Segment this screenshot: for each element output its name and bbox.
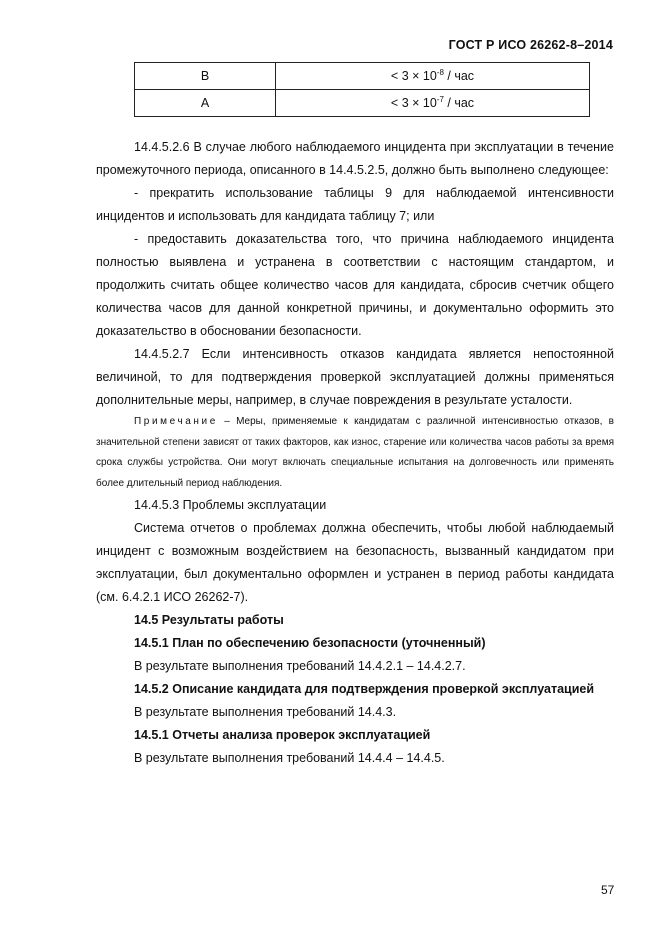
table-row <box>135 90 590 117</box>
paragraph-result: В результате выполнения требований 14.4.3. <box>134 705 397 719</box>
heading-14-5-1-reports: 14.5.1 Отчеты анализа проверок эксплуатацией <box>134 728 431 742</box>
level-cell: A <box>135 90 276 117</box>
section-title-14-4-5-3: 14.4.5.3 Проблемы эксплуатации <box>134 498 327 512</box>
page-number: 57 <box>601 883 615 897</box>
paragraph-14-4-5-2-7: 14.4.5.2.7 Если интенсивность отказов кандидата является непостоянной величиной, то для подтверждения проверкой эксплуатацией должны применяться дополнительные меры, например, в случае повреждения в результате усталости. <box>96 347 614 407</box>
document-body <box>96 136 614 770</box>
rate-exponent: -8 <box>436 68 444 77</box>
note-text: – Меры, применяемые к кандидатам с различной интенсивностью отказов, в значительной степени зависят от таких факторов, как износ, старение или количества часов работы за время срока службы устройства. Они могут включать специальные испытания на долговечность или применять более длительный период наблюдения. <box>96 416 614 489</box>
rates-table <box>134 62 590 117</box>
list-item: - предоставить доказательства того, что причина наблюдаемого инцидента полностью выявлена и устранена в соответствии с настоящим стандартом, и продолжить считать общее количество часов для кандидата, сбросив счетчик общего количества часов для данной конкретной причины, и документально оформить это доказательство в обосновании безопасности. <box>96 232 614 338</box>
rate-unit: / час <box>443 69 475 83</box>
note <box>96 412 614 494</box>
heading-14-5: 14.5 Результаты работы <box>134 613 284 627</box>
table-row <box>135 63 590 90</box>
list-item: - прекратить использование таблицы 9 для наблюдаемой интенсивности инцидентов и использовать для кандидата таблицу 7; или <box>96 186 614 223</box>
paragraph-reporting: Система отчетов о проблемах должна обеспечить, чтобы любой наблюдаемый инцидент с возможным воздействием на безопасность, вызванный кандидатом при эксплуатации, был документально оформлен и устранен в период работы кандидата (см. 6.4.2.1 ИСО 26262-7). <box>96 521 614 604</box>
heading-14-5-1: 14.5.1 План по обеспечению безопасности (уточненный) <box>134 636 486 650</box>
paragraph-result: В результате выполнения требований 14.4.2.1 – 14.4.2.7. <box>134 659 466 673</box>
paragraph-result: В результате выполнения требований 14.4.4 – 14.4.5. <box>134 751 445 765</box>
heading-14-5-2: 14.5.2 Описание кандидата для подтверждения проверкой эксплуатацией <box>134 682 595 696</box>
paragraph-14-4-5-2-6: 14.4.5.2.6 В случае любого наблюдаемого инцидента при эксплуатации в течение промежуточного периода, описанного в 14.4.5.2.5, должно быть выполнено следующее: <box>96 140 614 177</box>
note-label: Примечание <box>134 416 218 427</box>
rate-cell <box>276 63 590 90</box>
document-header: ГОСТ Р ИСО 26262-8–2014 <box>448 38 613 52</box>
level-cell: B <box>135 63 276 90</box>
rate-base: < 3 × 10 <box>390 96 437 110</box>
rate-unit: / час <box>443 96 475 110</box>
rate-cell <box>276 90 590 117</box>
rate-exponent: -7 <box>436 95 444 104</box>
rate-base: < 3 × 10 <box>390 69 437 83</box>
